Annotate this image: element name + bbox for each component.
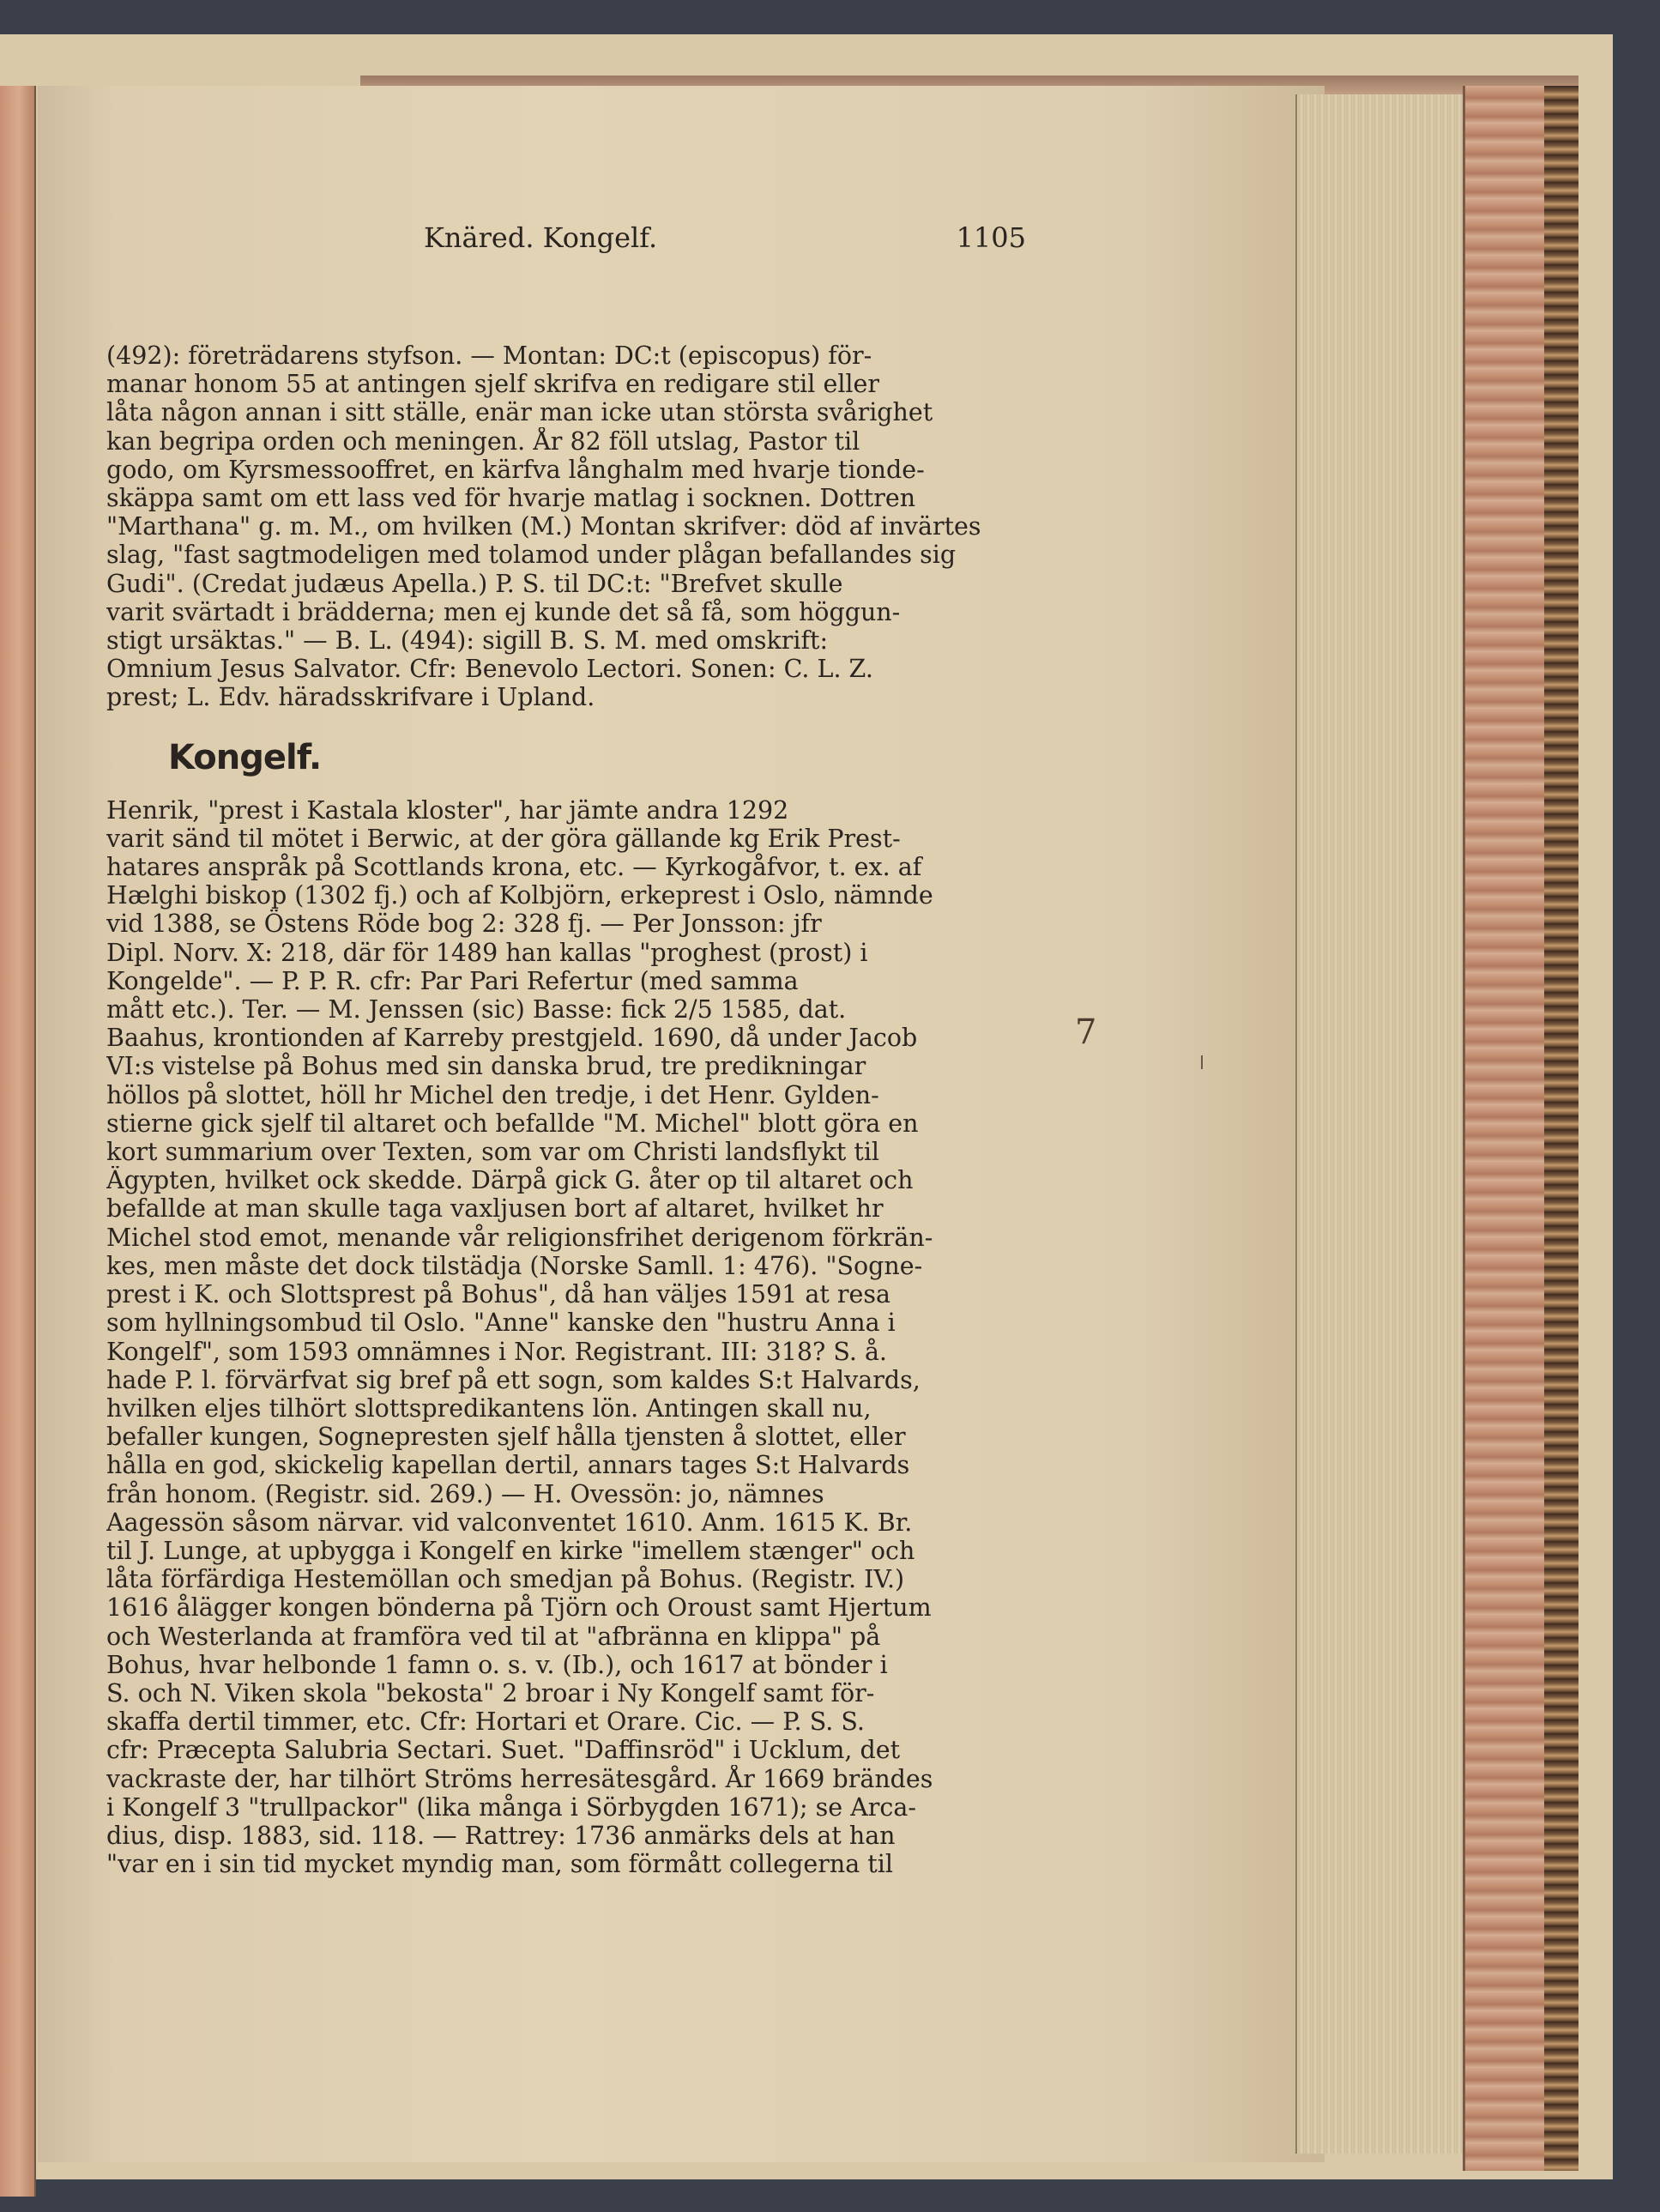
text-line: låta någon annan i sitt ställe, enär man icke utan största svårighet bbox=[106, 398, 933, 427]
text-line: til J. Lunge, at upbygga i Kongelf en kirke "imellem stænger" och bbox=[106, 1536, 915, 1565]
page-number: 1105 bbox=[956, 221, 1026, 254]
text-line: hade P. l. förvärfvat sig bref på ett sogn, som kaldes S:t Halvards, bbox=[106, 1365, 921, 1394]
page-stack-edges bbox=[1295, 94, 1469, 2154]
text-line: hålla en god, skickelig kapellan dertil, annars tages S:t Halvards bbox=[106, 1451, 910, 1480]
text-line: från honom. (Registr. sid. 269.) — H. Ovessön: jo, nämnes bbox=[106, 1479, 824, 1508]
text-line: 1616 ålägger kongen bönderna på Tjörn och Oroust samt Hjertum bbox=[106, 1593, 932, 1623]
text-line: Henrik, "prest i Kastala kloster", har jämte andra 1292 bbox=[106, 795, 789, 825]
left-page-edge bbox=[0, 86, 36, 2197]
text-line: (492): företrädarens styfson. — Montan: DC:t (episcopus) för- bbox=[106, 341, 872, 370]
text-line: "Marthana" g. m. M., om hvilken (M.) Montan skrifver: död af invärtes bbox=[106, 512, 981, 541]
section-heading: Kongelf. bbox=[168, 737, 322, 777]
margin-tick-mark bbox=[1201, 1055, 1203, 1069]
paragraph-kongelf bbox=[106, 796, 1021, 1879]
text-line: Bohus, hvar helbonde 1 famn o. s. v. (Ib.), och 1617 at bönder i bbox=[106, 1650, 888, 1679]
text-line: i Kongelf 3 "trullpackor" (lika många i Sörbygden 1671); se Arca- bbox=[106, 1792, 917, 1822]
text-line: låta förfärdiga Hestemöllan och smedjan på Bohus. (Registr. IV.) bbox=[106, 1565, 905, 1594]
text-line: vid 1388, se Östens Röde bog 2: 328 fj. — Per Jonsson: jfr bbox=[106, 910, 822, 939]
text-line: hvilken eljes tilhört slottspredikantens lön. Antingen skall nu, bbox=[106, 1393, 872, 1423]
page-header bbox=[106, 221, 1026, 264]
text-line: skäppa samt om ett lass ved för hvarje matlag i socknen. Dottren bbox=[106, 484, 916, 513]
text-line: prest; L. Edv. häradsskrifvare i Upland. bbox=[106, 683, 595, 712]
text-line: skaffa dertil timmer, etc. Cfr: Hortari et Orare. Cic. — P. S. S. bbox=[106, 1707, 865, 1737]
text-line: Michel stod emot, menande vår religionsfrihet derigenom förkrän- bbox=[106, 1223, 933, 1252]
text-line: befaller kungen, Sognepresten sjelf hålla tjensten å slottet, eller bbox=[106, 1423, 906, 1452]
text-line: hatares anspråk på Scottlands krona, etc. — Kyrkogåfvor, t. ex. af bbox=[106, 853, 922, 882]
text-line: Kongelf", som 1593 omnämnes i Nor. Registrant. III: 318? S. å. bbox=[106, 1337, 887, 1366]
text-line: varit sänd til mötet i Berwic, at der göra gällande kg Erik Prest- bbox=[106, 824, 901, 853]
text-line: höllos på slottet, höll hr Michel den tredje, i det Henr. Gylden- bbox=[106, 1080, 879, 1109]
text-line: och Westerlanda at framföra ved til at "afbränna en klippa" på bbox=[106, 1622, 881, 1651]
text-line: Dipl. Norv. X: 218, där för 1489 han kallas "proghest (prost) i bbox=[106, 938, 868, 967]
paragraph-montan bbox=[106, 341, 1021, 712]
page-text bbox=[106, 221, 1026, 1879]
text-line: kan begripa orden och meningen. År 82 föll utslag, Pastor til bbox=[106, 426, 860, 456]
running-title: Knäred. Kongelf. bbox=[424, 221, 658, 254]
text-line: dius, disp. 1883, sid. 118. — Rattrey: 1736 anmärks dels at han bbox=[106, 1821, 896, 1850]
text-line: manar honom 55 at antingen sjelf skrifva en redigare stil eller bbox=[106, 370, 880, 399]
text-line: "var en i sin tid mycket myndig man, som förmått collegerna til bbox=[106, 1850, 893, 1879]
text-line: prest i K. och Slottsprest på Bohus", då han väljes 1591 at resa bbox=[106, 1280, 891, 1309]
text-line: VI:s vistelse på Bohus med sin danska brud, tre predikningar bbox=[106, 1052, 866, 1081]
text-line: S. och N. Viken skola "bekosta" 2 broar i Ny Kongelf samt för- bbox=[106, 1678, 875, 1707]
text-line: Omnium Jesus Salvator. Cfr: Benevolo Lectori. Sonen: C. L. Z. bbox=[106, 655, 873, 684]
text-line: stierne gick sjelf til altaret och befallde "M. Michel" blott göra en bbox=[106, 1109, 919, 1138]
text-line: Aagessön såsom närvar. vid valconventet 1610. Anm. 1615 K. Br. bbox=[106, 1508, 913, 1537]
text-line: Kongelde". — P. P. R. cfr: Par Pari Refertur (med samma bbox=[106, 966, 799, 995]
margin-note: 7 bbox=[1075, 1012, 1097, 1052]
text-line: Gudi". (Credat judæus Apella.) P. S. til DC:t: "Brefvet skulle bbox=[106, 569, 843, 598]
text-line: godo, om Kyrsmessooffret, en kärfva långhalm med hvarje tionde- bbox=[106, 455, 925, 484]
text-line: vackraste der, har tilhört Ströms herresätesgård. År 1669 brändes bbox=[106, 1764, 933, 1793]
text-line: mått etc.). Ter. — M. Jenssen (sic) Basse: fick 2/5 1585, dat. bbox=[106, 995, 847, 1024]
text-line: som hyllningsombud til Oslo. "Anne" kanske den "hustru Anna i bbox=[106, 1308, 896, 1338]
text-line: stigt ursäktas." — B. L. (494): sigill B. S. M. med omskrift: bbox=[106, 626, 829, 656]
text-line: kort summarium over Texten, som var om Christi landsflykt til bbox=[106, 1138, 880, 1167]
text-line: Hælghi biskop (1302 fj.) och af Kolbjörn, erkeprest i Oslo, nämnde bbox=[106, 881, 933, 910]
text-line: Ägypten, hvilket ock skedde. Därpå gick G. åter op til altaret och bbox=[106, 1166, 914, 1195]
text-line: Baahus, krontionden af Karreby prestgjeld. 1690, då under Jacob bbox=[106, 1024, 918, 1053]
text-line: slag, "fast sagtmodeligen med tolamod under plågan befallandes sig bbox=[106, 541, 957, 570]
text-line: kes, men måste det dock tilstädja (Norske Samll. 1: 476). "Sogne- bbox=[106, 1251, 923, 1280]
text-line: varit svärtadt i brädderna; men ej kunde det så få, som höggun- bbox=[106, 597, 901, 626]
text-line: befallde at man skulle taga vaxljusen bort af altaret, hvilket hr bbox=[106, 1194, 884, 1224]
text-line: cfr: Præcepta Salubria Sectari. Suet. "Daffinsröd" i Ucklum, det bbox=[106, 1736, 901, 1765]
spine-binding bbox=[1544, 86, 1579, 2171]
